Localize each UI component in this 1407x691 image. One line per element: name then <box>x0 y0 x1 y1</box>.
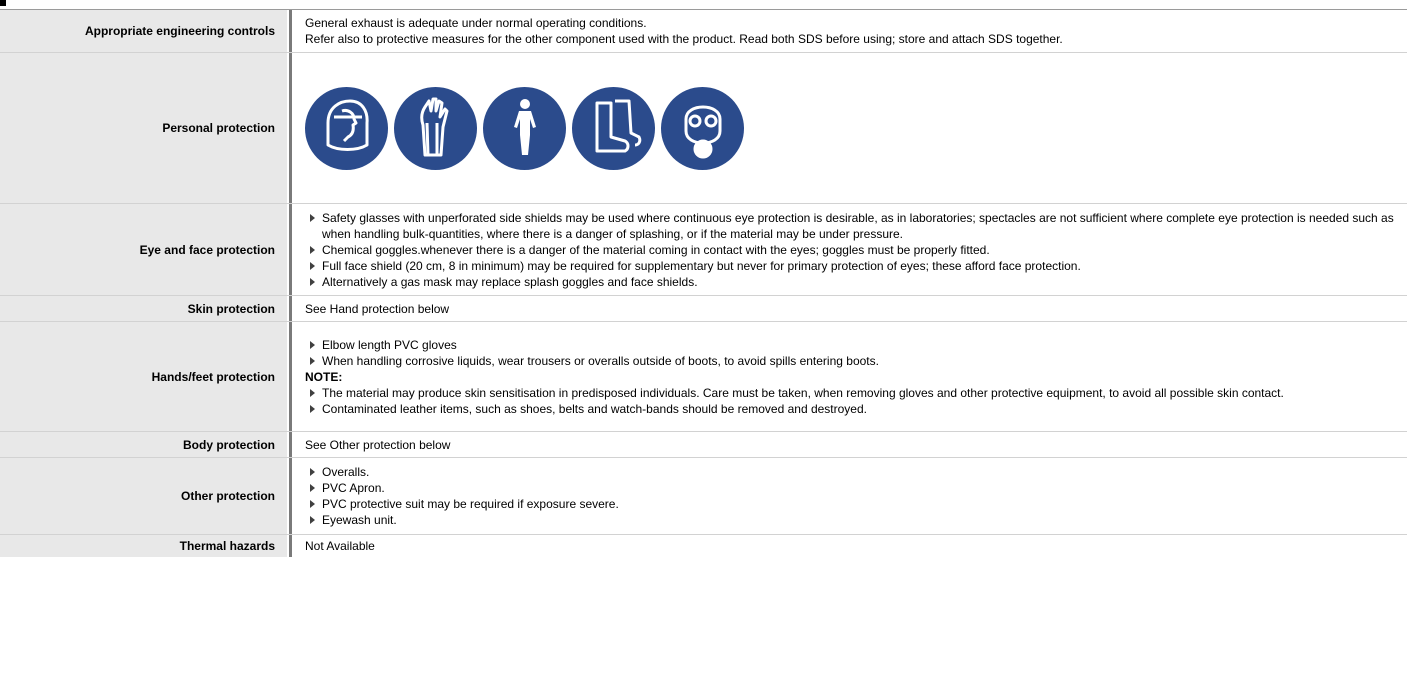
row-label <box>0 296 287 322</box>
row-separator <box>287 204 295 296</box>
bullet-list <box>305 210 1407 290</box>
row-label-text: Personal protection <box>162 121 275 135</box>
row-label <box>0 535 287 558</box>
safety-boots-icon <box>572 87 655 170</box>
list-item: PVC Apron. <box>305 480 1407 496</box>
row-separator <box>287 10 295 53</box>
row-label-text: Hands/feet protection <box>151 369 275 384</box>
row-label <box>0 432 287 458</box>
value-text: See Hand protection below <box>305 301 450 316</box>
row-label-text: Appropriate engineering controls <box>84 24 275 38</box>
list-item: Full face shield (20 cm, 8 in minimum) may be required for supplementary but never for primary protection of eyes; these afford face protection. <box>305 258 1407 274</box>
gloves-icon <box>394 87 477 170</box>
value-line: Refer also to protective measures for the other component used with the product. Read both SDS before using; store and attach SDS together. <box>305 32 1063 46</box>
row-label-text: Eye and face protection <box>139 242 275 257</box>
table-row-thermal-hazards <box>0 535 1407 558</box>
row-value <box>295 204 1407 296</box>
ppe-icon-row <box>305 83 1407 174</box>
table-row-hands-feet-protection <box>0 322 1407 432</box>
row-value <box>295 322 1407 432</box>
list-item: Eyewash unit. <box>305 512 1407 528</box>
table-row-personal-protection <box>0 53 1407 204</box>
row-label-text: Skin protection <box>187 301 275 316</box>
value-line: General exhaust is adequate under normal operating conditions. <box>305 16 647 30</box>
bullet-list <box>305 337 1407 369</box>
table-row-engineering-controls <box>0 10 1407 53</box>
row-value <box>295 535 1407 558</box>
list-item: Contaminated leather items, such as shoes, belts and watch-bands should be removed and destroyed. <box>305 401 1407 417</box>
list-item: Chemical goggles.whenever there is a danger of the material coming in contact with the eyes; goggles must be properly fitted. <box>305 242 1407 258</box>
list-item: When handling corrosive liquids, wear trousers or overalls outside of boots, to avoid spills entering boots. <box>305 353 1407 369</box>
row-label <box>0 322 287 432</box>
row-separator <box>287 53 295 204</box>
table-row-skin-protection <box>0 296 1407 322</box>
protective-suit-icon <box>483 87 566 170</box>
gas-mask-icon <box>661 87 744 170</box>
bullet-list <box>305 385 1407 417</box>
row-label <box>0 204 287 296</box>
row-value <box>295 432 1407 458</box>
value-text: Not Available <box>305 539 375 553</box>
note-heading: NOTE: <box>305 369 343 384</box>
section-marker <box>0 0 6 6</box>
row-value <box>295 10 1407 53</box>
bullet-list <box>305 464 1407 528</box>
list-item: Overalls. <box>305 464 1407 480</box>
row-label-text: Other protection <box>180 489 275 503</box>
row-separator <box>287 535 295 558</box>
value-text: See Other protection below <box>305 437 451 452</box>
row-label-text: Thermal hazards <box>179 539 275 553</box>
row-label-text: Body protection <box>183 437 275 452</box>
list-item: PVC protective suit may be required if exposure severe. <box>305 496 1407 512</box>
row-separator <box>287 432 295 458</box>
list-item: The material may produce skin sensitisation in predisposed individuals. Care must be taken, when removing gloves and other protective equipment, to avoid all possible skin contact. <box>305 385 1407 401</box>
table-row-body-protection <box>0 432 1407 458</box>
row-separator <box>287 296 295 322</box>
table-row-other-protection <box>0 458 1407 535</box>
row-value <box>295 53 1407 204</box>
row-separator <box>287 322 295 432</box>
list-item: Safety glasses with unperforated side shields may be used where continuous eye protection is desirable, as in laboratories; spectacles are not sufficient where complete eye protection is needed such as when handling bulk-quantities, where there is a danger of splashing, or if the material may be under pressure. <box>305 210 1407 242</box>
row-value <box>295 458 1407 535</box>
row-separator <box>287 458 295 535</box>
list-item: Elbow length PVC gloves <box>305 337 1407 353</box>
face-shield-icon <box>305 87 388 170</box>
row-label <box>0 458 287 535</box>
row-label <box>0 10 287 53</box>
table-row-eye-face-protection <box>0 204 1407 296</box>
list-item: Alternatively a gas mask may replace splash goggles and face shields. <box>305 274 1407 290</box>
row-value <box>295 296 1407 322</box>
exposure-controls-table <box>0 10 1407 557</box>
row-label <box>0 53 287 204</box>
